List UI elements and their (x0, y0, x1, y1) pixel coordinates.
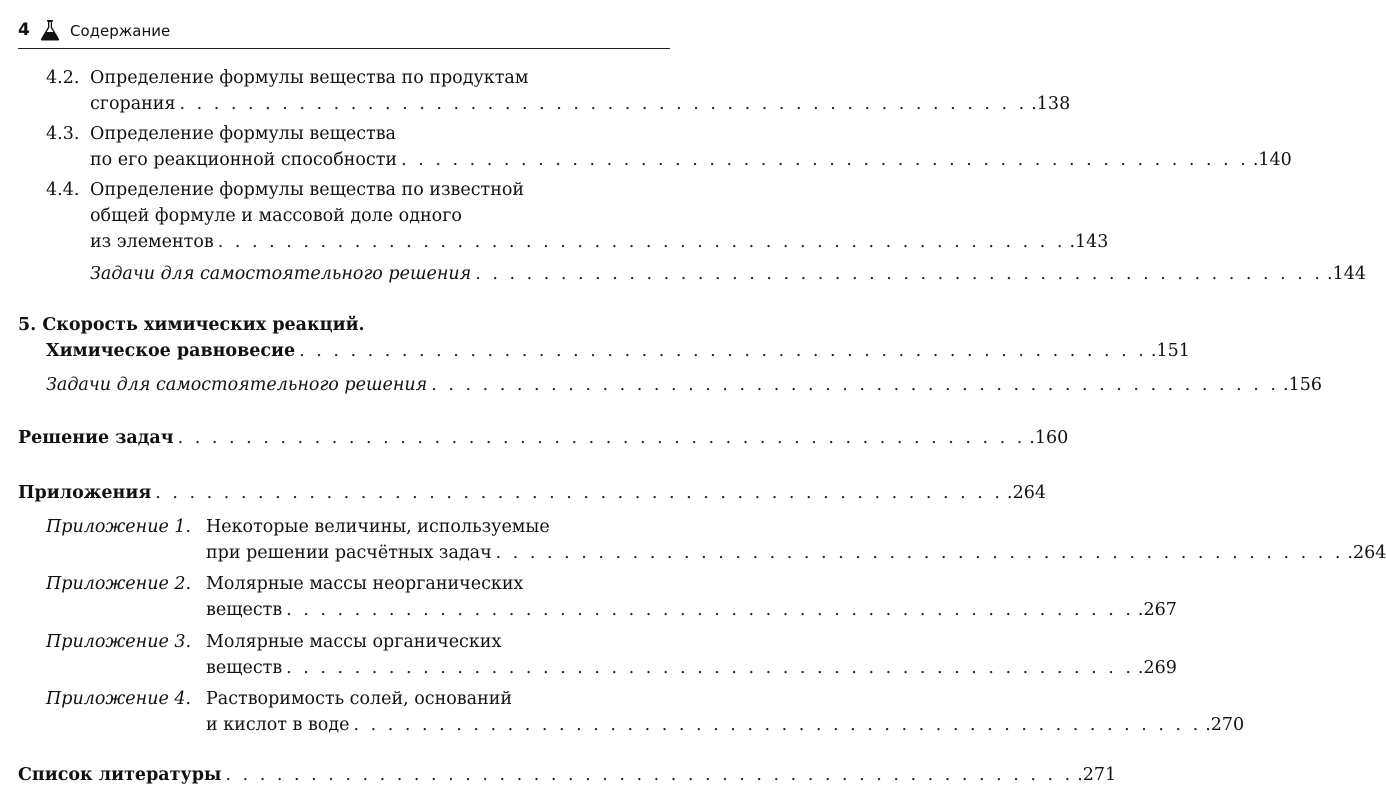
toc-entry-4-4-cont1 (90, 202, 670, 230)
page-ref: .160 (1029, 428, 1069, 448)
section-title: Определение формулы вещества (90, 124, 396, 144)
appendix-title: Некоторые величины, используемые (206, 517, 550, 537)
page-ref: .144 (1327, 264, 1366, 284)
toc-entry-appendix-1-cont (206, 539, 1386, 567)
dot-leader: . . . . . . . . . . . . . . . . . . . . . . . . . . . . . . . . . . . . . . . . . . . . . . . . . . (286, 600, 1134, 620)
appendix-title: Молярные массы неорганических (206, 574, 524, 594)
appendix-label: Приложение 3. (46, 632, 192, 652)
section-number: 4.3. (46, 124, 80, 144)
section-number: 4.2. (46, 68, 80, 88)
page-ref: .269 (1137, 658, 1177, 678)
dot-leader: . . . . . . . . . . . . . . . . . . . . . . . . . . . . . . . . . . . . . . . . . . . . . . . . . . (475, 264, 1323, 284)
toc-entry-references (18, 761, 1117, 789)
page-ref: .138 (1031, 94, 1071, 114)
dot-leader: . . . . . . . . . . . . . . . . . . . . . . . . . . . . . . . . . . . . . . . . . . . . . . . . . . (177, 428, 1026, 448)
dot-leader: . . . . . . . . . . . . . . . . . . . . . . . . . . . . . . . . . . . . . . . . . . . . . . . . . . (225, 765, 1074, 785)
appendix-label: Приложение 4. (46, 689, 192, 709)
page-ref: .143 (1069, 232, 1109, 252)
toc-entry-4-2 (46, 64, 670, 92)
toc-entry-appendix-1 (46, 513, 670, 541)
page-number: 4 (18, 20, 30, 40)
chapter-title: Приложения (18, 483, 152, 503)
toc-entry-5-cont (46, 337, 1190, 365)
toc-entry-4-3-cont (90, 146, 1292, 174)
appendix-title-cont: веществ (206, 658, 283, 678)
chapter-title: 5. Скорость химических реакций. (18, 315, 365, 335)
page-ref: .270 (1205, 715, 1245, 735)
toc-entry-tasks-5 (46, 371, 1322, 399)
dot-leader: . . . . . . . . . . . . . . . . . . . . . . . . . . . . . . . . . . . . . . . . . . . . . . . . . . (217, 232, 1066, 252)
toc-entry-solutions (18, 424, 1069, 452)
section-title-cont: по его реакционной способности (90, 150, 398, 170)
page-ref: .271 (1077, 765, 1117, 785)
page-ref: .151 (1150, 341, 1190, 361)
chapter-title-cont: Химическое равновесие (46, 341, 296, 361)
dot-leader: . . . . . . . . . . . . . . . . . . . . . . . . . . . . . . . . . . . . . . . . . . . . . . . . . . (155, 483, 1003, 503)
section-number: 4.4. (46, 180, 80, 200)
page-ref: .267 (1137, 600, 1177, 620)
dot-leader: . . . . . . . . . . . . . . . . . . . . . . . . . . . . . . . . . . . . . . . . . . . . . . . . . . (299, 341, 1147, 361)
appendix-title: Растворимость солей, оснований (206, 689, 513, 709)
toc-entry-4-4 (46, 176, 670, 204)
appendix-label: Приложение 1. (46, 517, 192, 537)
section-title-cont: из элементов (90, 232, 214, 252)
appendix-title-cont: и кислот в воде (206, 715, 350, 735)
toc-entry-appendices (18, 479, 1046, 507)
toc-entry-appendix-4-cont (206, 711, 1245, 739)
page-ref: .264 (1347, 543, 1386, 563)
dot-leader: . . . . . . . . . . . . . . . . . . . . . . . . . . . . . . . . . . . . . . . . . . . . . . . . . . (179, 94, 1028, 114)
toc-entry-5 (18, 311, 670, 339)
section-title: Определение формулы вещества по продуктам (90, 68, 529, 88)
dot-leader: . . . . . . . . . . . . . . . . . . . . . . . . . . . . . . . . . . . . . . . . . . . . . . . . . . (353, 715, 1202, 735)
chapter-title: Список литературы (18, 765, 222, 785)
page-ref: .264 (1007, 483, 1046, 503)
appendix-title: Молярные массы органических (206, 632, 502, 652)
dot-leader: . . . . . . . . . . . . . . . . . . . . . . . . . . . . . . . . . . . . . . . . . . . . . . . . . . (401, 150, 1249, 170)
running-title: Содержание (70, 22, 171, 40)
section-title: Определение формулы вещества по известной (90, 180, 525, 200)
toc-entry-4-2-cont (90, 90, 1071, 118)
page-ref: .140 (1252, 150, 1292, 170)
toc-entry-appendix-4 (46, 685, 670, 713)
dot-leader: . . . . . . . . . . . . . . . . . . . . . . . . . . . . . . . . . . . . . . . . . . . . . . . . . . (286, 658, 1134, 678)
toc-entry-tasks-4 (90, 260, 1366, 288)
chapter-title: Решение задач (18, 428, 174, 448)
toc-entry-appendix-3-cont (206, 654, 1177, 682)
appendix-title-cont: веществ (206, 600, 283, 620)
page-ref: .156 (1283, 375, 1322, 395)
appendix-label: Приложение 2. (46, 574, 192, 594)
toc-entry-appendix-2-cont (206, 596, 1177, 624)
toc-entry-appendix-3 (46, 628, 670, 656)
tasks-title: Задачи для самостоятельного решения (46, 375, 428, 395)
section-title-cont: общей формуле и массовой доле одного (90, 206, 462, 226)
toc-entry-4-4-cont2 (90, 228, 1109, 256)
section-title-cont: сгорания (90, 94, 176, 114)
toc-entry-4-3 (46, 120, 670, 148)
dot-leader: . . . . . . . . . . . . . . . . . . . . . . . . . . . . . . . . . . . . . . . . . . . . . . . . . . (431, 375, 1279, 395)
dot-leader: . . . . . . . . . . . . . . . . . . . . . . . . . . . . . . . . . . . . . . . . . . . . . . . . . . (495, 543, 1344, 563)
appendix-title-cont: при решении расчётных задач (206, 543, 492, 563)
tasks-title: Задачи для самостоятельного решения (90, 264, 472, 284)
toc-entry-appendix-2 (46, 570, 670, 598)
